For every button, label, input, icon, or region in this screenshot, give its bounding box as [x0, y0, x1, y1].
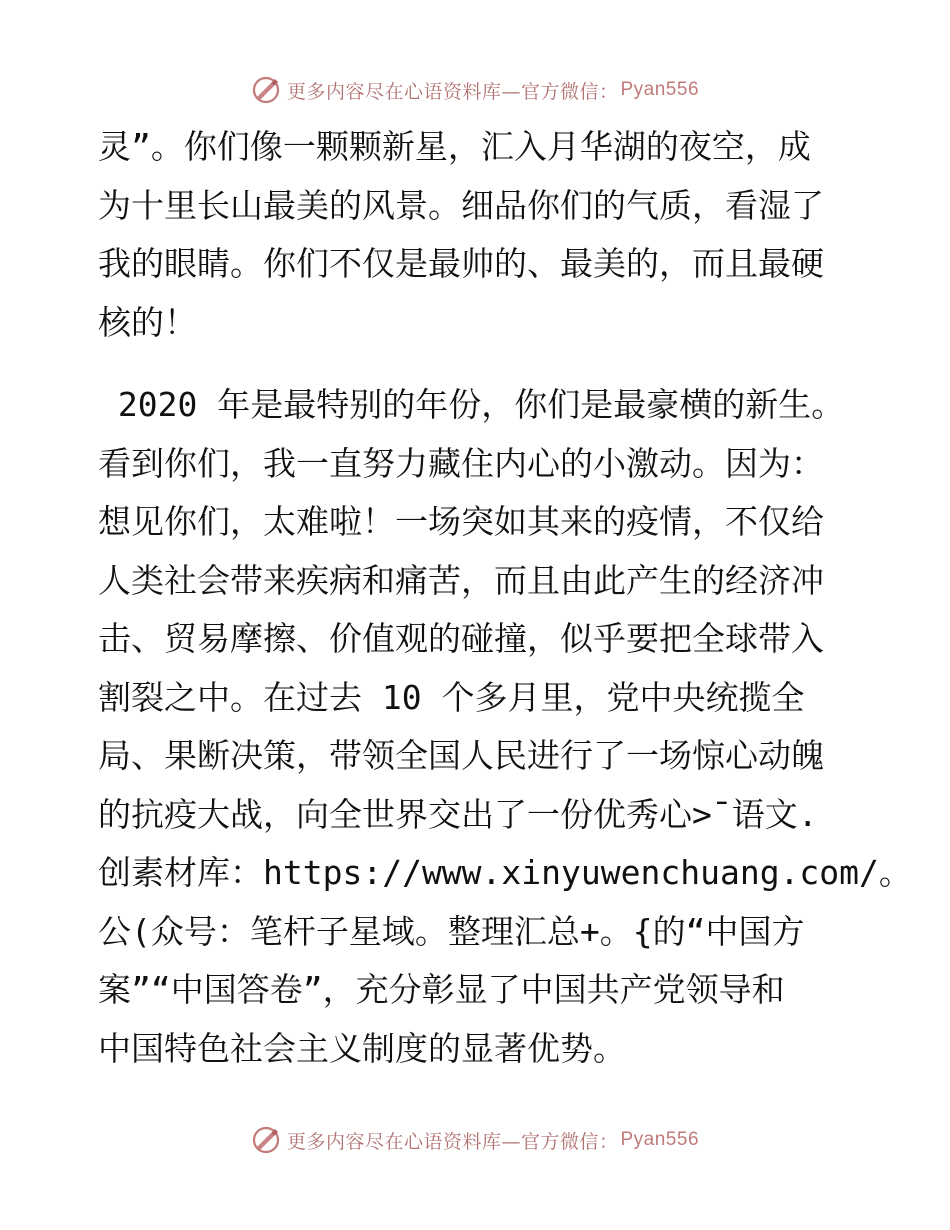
footer-text: 更多内容尽在心语资料库—官方微信：: [286, 1130, 619, 1153]
header-wechat-id: Pyan556: [620, 79, 700, 100]
text-line: 看到你们，我一直努力藏住内心的小激动。因为：: [98, 443, 824, 483]
header-text: 更多内容尽在心语资料库—官方微信：: [286, 80, 619, 103]
text-line: 中国特色社会主义制度的显著优势。: [98, 1028, 626, 1068]
paragraph-gap: [98, 352, 850, 376]
pen-logo-icon: [251, 1125, 281, 1155]
paragraph: [98, 118, 850, 352]
text-line: 的抗疫大战，向全世界交出了一份优秀心>¯语文.: [98, 794, 818, 834]
body-text: [98, 118, 912, 1078]
footer-wechat-id: Pyan556: [620, 1129, 700, 1150]
text-line: 核的！: [98, 302, 197, 342]
pen-logo-icon: [251, 75, 281, 105]
text-line: 为十里长山最美的风景。细品你们的气质，看湿了: [98, 185, 824, 225]
text-line: 局、果断决策，带领全国人民进行了一场惊心动魄: [98, 736, 824, 775]
text-line: 割裂之中。在过去 10 个多月里，党中央统揽全: [98, 677, 805, 717]
text-line: 案”“中国答卷”，充分彰显了中国共产党领导和: [98, 970, 785, 1009]
paragraph: [98, 376, 912, 1078]
header-watermark: [0, 70, 950, 110]
footer-watermark: [0, 1120, 950, 1160]
text-line: 2020 年是最特别的年份，你们是最豪横的新生。: [98, 385, 845, 424]
text-line: 想见你们，太难啦！一场突如其来的疫情，不仅给: [98, 502, 824, 541]
text-line: 人类社会带来疾病和痛苦，而且由此产生的经济冲: [98, 560, 824, 600]
text-line: 我的眼睛。你们不仅是最帅的、最美的，而且最硬: [98, 244, 824, 283]
text-line: 公(众号：笔杆子星域。整理汇总+。{的“中国方: [98, 911, 805, 951]
text-line: 击、贸易摩擦、价值观的碰撞，似乎要把全球带入: [98, 619, 824, 658]
text-line: 创素材库：https://www.xinyuwenchuang.com/。: [98, 853, 912, 892]
text-line: 灵”。你们像一颗颗新星，汇入月华湖的夜空，成: [98, 127, 811, 166]
